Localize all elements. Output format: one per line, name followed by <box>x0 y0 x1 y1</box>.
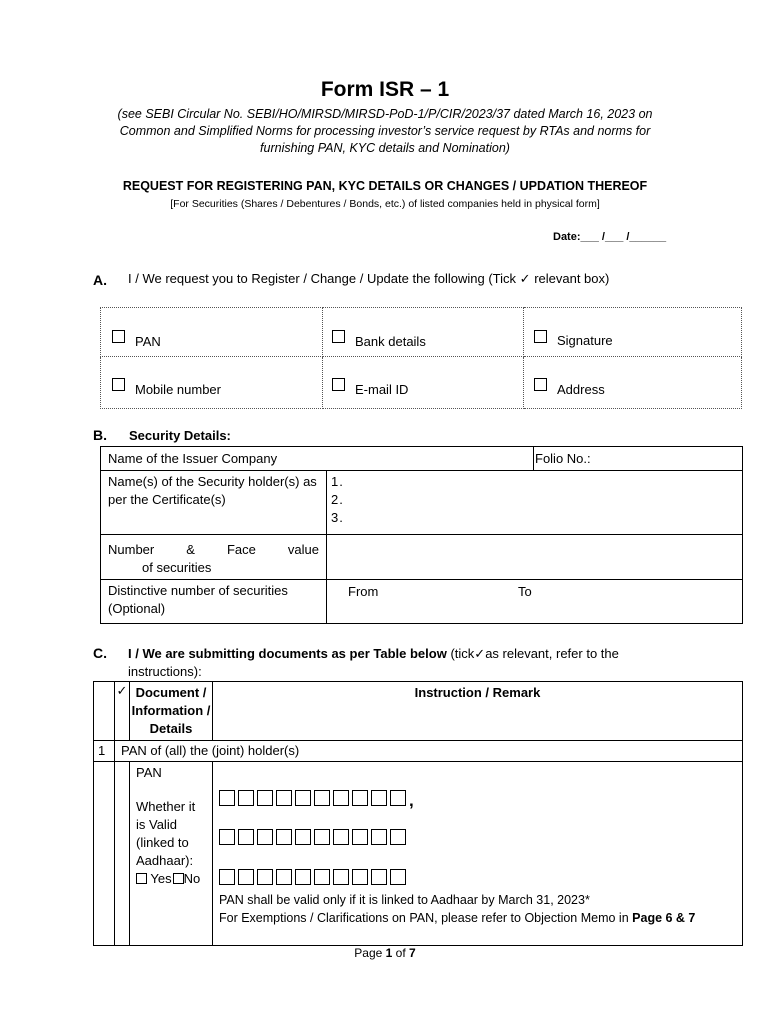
pan-boxes-row-1[interactable] <box>219 790 414 811</box>
pan-boxes-row-3[interactable] <box>219 869 409 890</box>
pan-char-box[interactable] <box>295 829 311 845</box>
security-details-table <box>100 446 743 624</box>
pan-char-box[interactable] <box>219 790 235 806</box>
pan-char-box[interactable] <box>371 790 387 806</box>
pan-char-box[interactable] <box>333 790 349 806</box>
number-face-value-line <box>108 541 319 559</box>
holders-names-cell[interactable] <box>327 471 743 535</box>
row-title-cell <box>115 741 743 762</box>
update-options-table <box>100 307 742 409</box>
ampersand-word: & <box>186 542 195 557</box>
to-label: To <box>518 584 532 599</box>
row-title: PAN of (all) the (joint) holder(s) <box>121 743 300 758</box>
pan-char-box[interactable] <box>257 790 273 806</box>
pan-char-box[interactable] <box>371 869 387 885</box>
section-b-title: Security Details: <box>129 428 231 443</box>
section-c-tick-text: (tick <box>450 646 475 661</box>
section-c-title-line2: instructions): <box>128 664 202 679</box>
section-a-text-after: relevant box) <box>534 271 610 286</box>
pan-label: PAN <box>136 765 162 780</box>
number-face-value-label-cell <box>101 535 327 580</box>
page-word: Page <box>354 946 383 960</box>
pan-char-box[interactable] <box>276 829 292 845</box>
pan-checkbox[interactable] <box>112 330 125 343</box>
yes-checkbox[interactable] <box>136 873 147 884</box>
pan-char-box[interactable] <box>219 829 235 845</box>
pan-char-box[interactable] <box>238 869 254 885</box>
pan-char-box[interactable] <box>238 829 254 845</box>
issuer-label: Name of the Issuer Company <box>108 451 278 466</box>
distinctive-label-cell <box>101 580 327 624</box>
signature-checkbox[interactable] <box>534 330 547 343</box>
section-c-refer-text: as relevant, refer to the <box>485 646 619 661</box>
section-c-letter: C. <box>93 645 107 661</box>
pan-char-box[interactable] <box>333 869 349 885</box>
pan-char-box[interactable] <box>352 790 368 806</box>
mobile-checkbox[interactable] <box>112 378 125 391</box>
row-number <box>94 741 115 762</box>
holder-2: 2. <box>331 492 344 507</box>
request-subheading: [For Securities (Shares / Debentures / Bonds, etc.) of listed companies held in physical form] <box>170 198 600 210</box>
pan-notes <box>219 891 715 927</box>
pan-char-box[interactable] <box>238 790 254 806</box>
option-mobile-label: Mobile number <box>135 382 221 397</box>
valid-label: Whether it is Valid (linked to Aadhaar): <box>136 799 196 868</box>
from-label: From <box>348 584 379 599</box>
address-checkbox[interactable] <box>534 378 547 391</box>
number-face-value-input[interactable] <box>327 535 743 580</box>
row-number-empty <box>94 762 115 946</box>
option-email[interactable] <box>323 357 524 409</box>
bank-details-checkbox[interactable] <box>332 330 345 343</box>
pan-validity-cell <box>130 762 213 946</box>
section-c-title: I / We are submitting documents as per Table below <box>128 646 447 661</box>
option-pan[interactable] <box>101 308 323 357</box>
of-word: of <box>395 946 406 960</box>
yes-no-choice <box>136 870 206 888</box>
of-securities-word: of securities <box>142 560 212 575</box>
value-word: value <box>287 542 319 557</box>
distinctive-range-cell[interactable] <box>327 580 743 624</box>
option-email-label: E-mail ID <box>355 382 409 397</box>
pan-entry-cell <box>213 762 743 946</box>
holders-label: Name(s) of the Security holder(s) as per the Certificate(s) <box>108 474 317 507</box>
issuer-name-cell[interactable] <box>101 447 534 471</box>
pan-char-box[interactable] <box>257 829 273 845</box>
section-a-instruction <box>128 271 609 287</box>
col-number-header <box>94 682 115 741</box>
tick-icon: ✓ <box>474 646 486 661</box>
spacer <box>136 782 206 798</box>
pan-char-box[interactable] <box>295 869 311 885</box>
option-address[interactable] <box>524 357 742 409</box>
option-bank-details-label: Bank details <box>355 334 426 349</box>
subtitle-line-3: furnishing PAN, KYC details and Nomination) <box>260 141 510 155</box>
section-b-letter: B. <box>93 427 107 443</box>
no-label: No <box>183 871 201 886</box>
pan-char-box[interactable] <box>352 869 368 885</box>
pan-char-box[interactable] <box>352 829 368 845</box>
pan-boxes-row-2[interactable] <box>219 829 409 850</box>
pan-char-box[interactable] <box>314 869 330 885</box>
folio-cell[interactable] <box>534 447 743 471</box>
pan-char-box[interactable] <box>314 829 330 845</box>
col-document-label: Document / Information / Details <box>131 685 211 736</box>
section-a-text-before: I / We request you to Register / Change / Update the following (Tick <box>128 271 517 286</box>
page-total: 7 <box>409 946 416 960</box>
col-instruction-header <box>213 682 743 741</box>
form-title: Form ISR – 1 <box>320 78 450 101</box>
col-tick-header <box>115 682 130 741</box>
documents-table <box>93 681 743 946</box>
pan-char-box[interactable] <box>390 790 406 806</box>
pan-char-box[interactable] <box>257 869 273 885</box>
page-number: 1 <box>385 946 393 960</box>
option-bank-details[interactable] <box>323 308 524 357</box>
form-subtitle <box>100 106 670 157</box>
holder-1: 1. <box>331 474 344 489</box>
pan-char-box[interactable] <box>371 829 387 845</box>
option-mobile[interactable] <box>101 357 323 409</box>
holder-3: 3. <box>331 510 344 525</box>
pan-char-box[interactable] <box>276 869 292 885</box>
subtitle-line-2: Common and Simplified Norms for processing investor’s service request by RTAs and norms for <box>119 124 651 138</box>
no-checkbox[interactable] <box>173 873 184 884</box>
folio-label: Folio No.: <box>535 451 591 466</box>
page-footer <box>0 946 770 960</box>
face-word: Face <box>226 542 256 557</box>
request-heading: REQUEST FOR REGISTERING PAN, KYC DETAILS OR CHANGES / UPDATION THEREOF <box>122 179 648 193</box>
distinctive-label: Distinctive number of securities (Optional) <box>108 583 288 616</box>
date-field[interactable]: Date:___ /___ /______ <box>553 231 667 243</box>
option-address-label: Address <box>557 382 605 397</box>
row-tick-cell[interactable] <box>115 762 130 946</box>
pan-char-box[interactable] <box>295 790 311 806</box>
pan-note-exemptions-text: For Exemptions / Clarifications on PAN, please refer to Objection Memo in <box>219 911 629 925</box>
pan-note-aadhaar: PAN shall be valid only if it is linked to Aadhaar by March 31, 2023* <box>219 893 590 907</box>
pan-char-box[interactable] <box>390 829 406 845</box>
pan-char-box[interactable] <box>219 869 235 885</box>
col-document-header <box>130 682 213 741</box>
yes-label: Yes <box>150 871 172 886</box>
number-word: Number <box>108 542 155 557</box>
tick-icon: ✓ <box>519 271 531 286</box>
pan-note-exemptions <box>219 909 715 927</box>
option-pan-label: PAN <box>135 334 161 349</box>
pan-char-box[interactable] <box>333 829 349 845</box>
subtitle-line-1: (see SEBI Circular No. SEBI/HO/MIRSD/MIRSD-PoD-1/P/CIR/2023/37 dated March 16, 2023 on <box>117 107 653 121</box>
option-signature-label: Signature <box>557 333 613 348</box>
pan-note-page-ref: Page 6 & 7 <box>632 911 696 925</box>
email-checkbox[interactable] <box>332 378 345 391</box>
row-number-value: 1 <box>98 743 106 758</box>
tick-icon: ✓ <box>116 683 128 698</box>
holders-label-cell <box>101 471 327 535</box>
section-c-heading <box>128 645 708 681</box>
pan-char-box[interactable] <box>276 790 292 806</box>
section-a-letter: A. <box>93 272 107 288</box>
option-signature[interactable] <box>524 308 742 357</box>
pan-char-box[interactable] <box>314 790 330 806</box>
col-instruction-label: Instruction / Remark <box>414 685 541 700</box>
pan-separator-comma: , <box>409 791 414 810</box>
pan-char-box[interactable] <box>390 869 406 885</box>
